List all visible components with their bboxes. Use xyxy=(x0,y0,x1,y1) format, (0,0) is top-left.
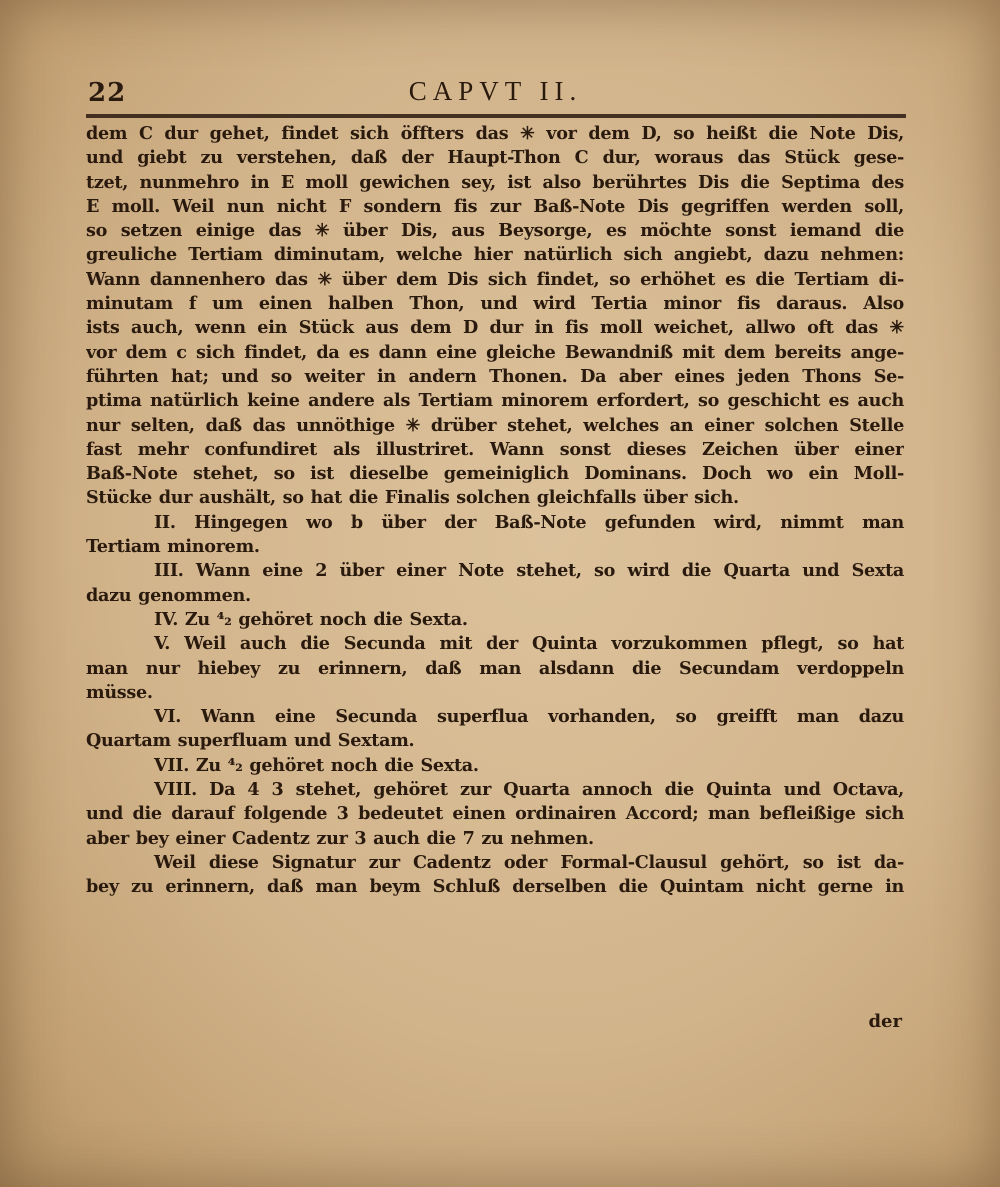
text-line: IV. Zu ⁴₂ gehöret noch die Sexta. xyxy=(154,608,468,630)
text-line: aber bey einer Cadentz zur 3 auch die 7 zu nehmen. xyxy=(86,827,594,849)
text-line: bey zu erinnern, daß man beym Schluß derselben die Quintam nicht gerne in xyxy=(86,876,904,898)
text-line: III. Wann eine 2 über einer Note stehet, so wird die Quarta und Sexta xyxy=(154,560,904,582)
text-line: ptima natürlich keine andere als Tertiam minorem erfordert, so geschicht es auch xyxy=(86,390,904,412)
text-line: E moll. Weil nun nicht F sondern fis zur Baß-Note Dis gegriffen werden soll, xyxy=(86,195,904,217)
text-line: Stücke dur aushält, so hat die Finalis solchen gleichfalls über sich. xyxy=(86,487,739,509)
text-line: Baß-Note stehet, so ist dieselbe gemeiniglich Dominans. Doch wo ein Moll- xyxy=(86,463,904,485)
text-line: Weil diese Signatur zur Cadentz oder Formal-Clausul gehört, so ist da- xyxy=(154,851,904,873)
page-header xyxy=(88,74,903,114)
text-line: Tertiam minorem. xyxy=(86,536,260,558)
text-line: greuliche Tertiam diminutam, welche hier natürlich sich angiebt, dazu nehmen: xyxy=(86,244,904,266)
page-number: 22 xyxy=(88,78,127,108)
text-line: so setzen einige das ✳ über Dis, aus Beysorge, es möchte sonst iemand die xyxy=(86,220,904,242)
text-line: VI. Wann eine Secunda superflua vorhanden, so greifft man dazu xyxy=(154,706,904,728)
text-line: dem C dur gehet, findet sich öffters das ✳ vor dem D, so heißt die Note Dis, xyxy=(86,123,904,144)
text-line: minutam f um einen halben Thon, und wird Tertia minor fis daraus. Also xyxy=(86,293,904,315)
text-line: Wann dannenhero das ✳ über dem Dis sich findet, so erhöhet es die Tertiam di- xyxy=(86,268,904,290)
text-line: man nur hiebey zu erinnern, daß man alsdann die Secundam verdoppeln xyxy=(86,657,904,679)
text-line: II. Hingegen wo b über der Baß-Note gefunden wird, nimmt man xyxy=(154,511,904,533)
catchword: der xyxy=(868,1011,902,1032)
text-line: dazu genommen. xyxy=(86,584,251,606)
text-line: ists auch, wenn ein Stück aus dem D dur in fis moll weichet, allwo oft das ✳ xyxy=(86,317,904,339)
text-line: V. Weil auch die Secunda mit der Quinta vorzukommen pflegt, so hat xyxy=(154,633,904,655)
text-line: und giebt zu verstehen, daß der Haupt-Thon C dur, woraus das Stück gese- xyxy=(86,147,904,169)
text-line: müsse. xyxy=(86,681,153,703)
text-line: tzet, nunmehro in E moll gewichen sey, ist also berührtes Dis die Septima des xyxy=(86,171,904,193)
body-text xyxy=(86,122,904,900)
text-line: und die darauf folgende 3 bedeutet einen ordinairen Accord; man befleißige sich xyxy=(86,803,904,825)
text-line: vor dem c sich findet, da es dann eine gleiche Bewandniß mit dem bereits ange- xyxy=(86,341,904,363)
text-line: Quartam superfluam und Sextam. xyxy=(86,730,415,752)
text-line: VIII. Da 4 3 stehet, gehöret zur Quarta annoch die Quinta und Octava, xyxy=(154,779,904,801)
header-rule xyxy=(86,114,906,118)
text-line: führten hat; und so weiter in andern Thonen. Da aber eines jeden Thons Se- xyxy=(86,365,904,387)
text-line: VII. Zu ⁴₂ gehöret noch die Sexta. xyxy=(154,754,479,776)
text-line: nur selten, daß das unnöthige ✳ drüber stehet, welches an einer solchen Stelle xyxy=(86,414,904,436)
text-line: fast mehr confundiret als illustriret. Wann sonst dieses Zeichen über einer xyxy=(86,438,904,460)
running-head: CAPVT II. xyxy=(408,76,583,106)
